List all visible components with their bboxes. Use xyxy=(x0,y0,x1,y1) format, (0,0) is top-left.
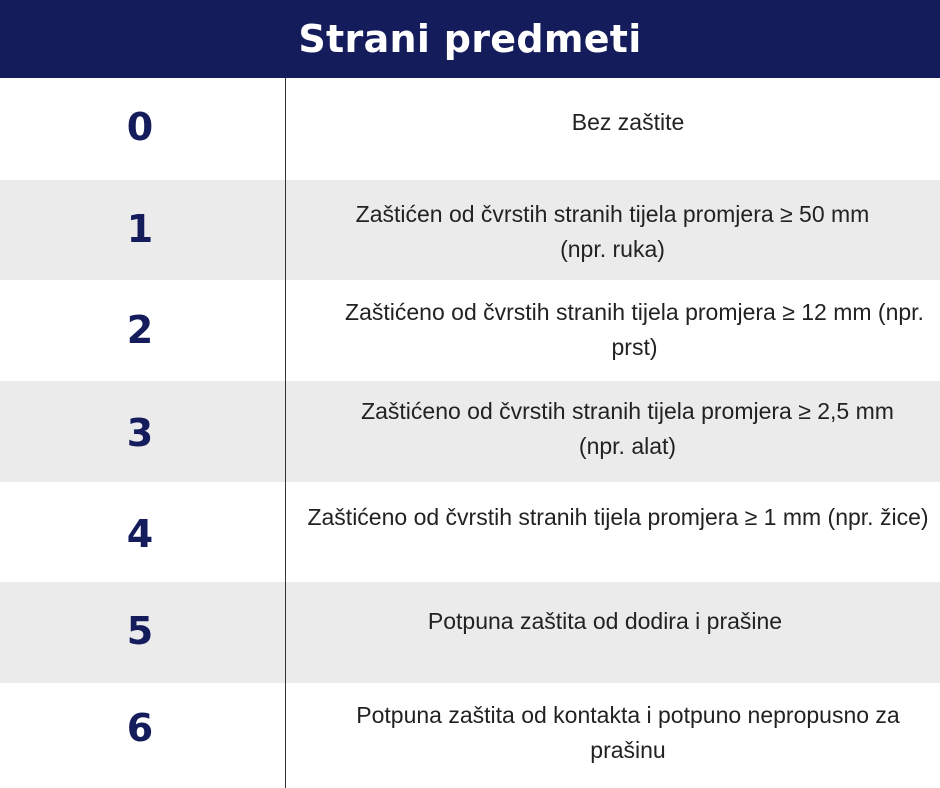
protection-description: Bez zaštite xyxy=(571,109,685,135)
protection-level: 0 xyxy=(126,105,154,149)
protection-description: Zaštićeno od čvrstih stranih tijela promjera ≥ 1 mm (npr. žice) xyxy=(307,504,929,530)
table-title: Strani predmeti xyxy=(298,17,642,61)
column-divider xyxy=(285,78,286,788)
protection-description: Zaštićeno od čvrstih stranih tijela promjera ≥ 2,5 mm (npr. alat) xyxy=(361,398,894,459)
table-row xyxy=(0,683,940,788)
protection-level: 4 xyxy=(126,512,154,556)
table-row xyxy=(0,482,940,582)
table-header xyxy=(0,0,940,78)
protection-description: Zaštićen od čvrstih stranih tijela promjera ≥ 50 mm (npr. ruka) xyxy=(355,201,870,262)
table-row xyxy=(0,78,940,180)
protection-level: 3 xyxy=(126,411,154,455)
protection-level: 1 xyxy=(126,207,154,251)
table-row xyxy=(0,280,940,381)
protection-level: 5 xyxy=(126,609,154,653)
table-row xyxy=(0,180,940,280)
table-row xyxy=(0,582,940,683)
protection-description: Zaštićeno od čvrstih stranih tijela promjera ≥ 12 mm (npr. prst) xyxy=(345,299,924,360)
protection-level: 6 xyxy=(126,706,154,750)
protection-description: Potpuna zaštita od dodira i prašine xyxy=(427,608,783,634)
protection-level: 2 xyxy=(126,308,154,352)
table-row xyxy=(0,381,940,482)
protection-description: Potpuna zaštita od kontakta i potpuno nepropusno za prašinu xyxy=(356,702,900,763)
